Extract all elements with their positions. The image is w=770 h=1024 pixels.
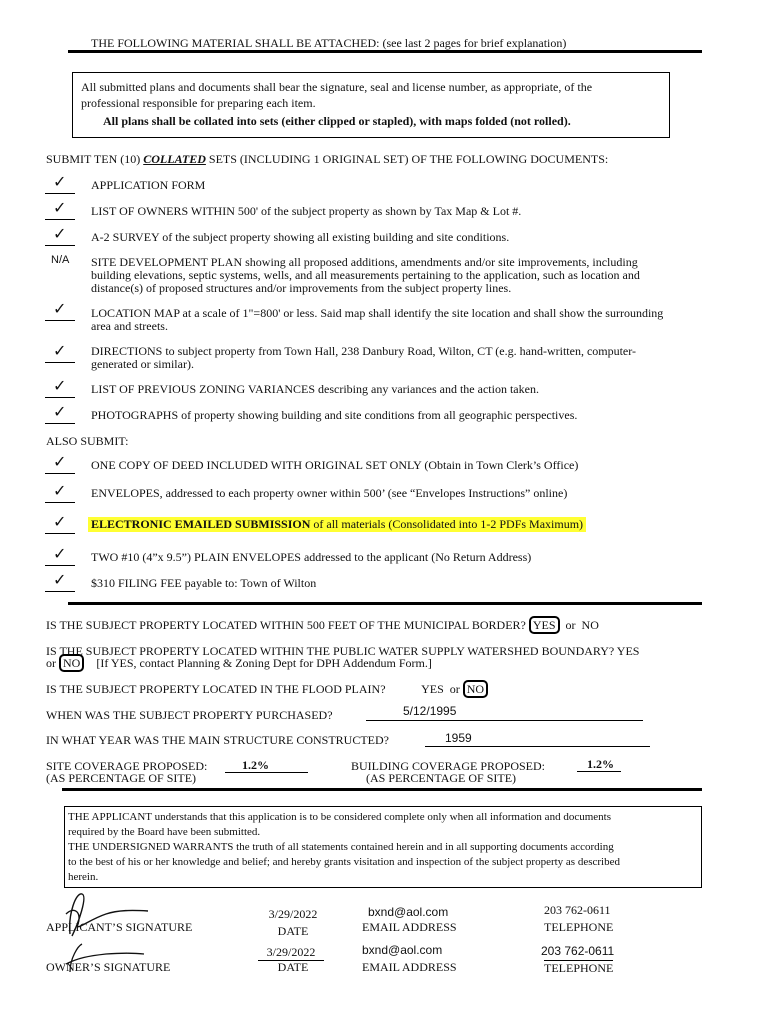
divider: [62, 788, 702, 791]
checkbox-filing-fee[interactable]: ✓: [45, 574, 75, 592]
divider: [68, 50, 702, 53]
checkbox-deed-copy[interactable]: ✓: [45, 456, 75, 474]
also-submit-heading: ALSO SUBMIT:: [46, 434, 129, 448]
applicant-statement-box: [64, 806, 702, 888]
owner-email-label: EMAIL ADDRESS: [362, 960, 457, 974]
checkbox-location-map[interactable]: ✓: [45, 303, 75, 321]
item-owners-list: LIST OF OWNERS WITHIN 500' of the subject property as shown by Tax Map & Lot #.: [91, 204, 522, 218]
building-coverage-sub: (AS PERCENTAGE OF SITE): [366, 771, 517, 785]
owner-signature-label: OWNER’S SIGNATURE: [46, 960, 171, 974]
statement-line: herein.: [68, 871, 99, 883]
owner-phone[interactable]: 203 762-0611: [541, 944, 615, 958]
item-plain-envelopes: TWO #10 (4”x 9.5”) PLAIN ENVELOPES addressed to the applicant (No Return Address): [91, 550, 532, 564]
notice-box: [72, 72, 670, 138]
checkbox-plain-envelopes[interactable]: ✓: [45, 548, 75, 566]
question-flood-plain: IS THE SUBJECT PROPERTY LOCATED IN THE FLOOD PLAIN? YES or NO: [46, 682, 488, 697]
item-electronic-submission: ELECTRONIC EMAILED SUBMISSION of all materials (Consolidated into 1-2 PDFs Maximum): [88, 517, 586, 532]
question-municipal-border: IS THE SUBJECT PROPERTY LOCATED WITHIN 500 FEET OF THE MUNICIPAL BORDER? YES or NO: [46, 618, 599, 632]
notice-line: All submitted plans and documents shall bear the signature, seal and license number, as appropriate, of the: [81, 80, 593, 94]
question-watershed-answer: or NO [If YES, contact Planning & Zoning Dept for DPH Addendum Form.]: [46, 656, 432, 670]
purchase-date-label: WHEN WAS THE SUBJECT PROPERTY PURCHASED?: [46, 708, 333, 722]
item-zoning-variances: LIST OF PREVIOUS ZONING VARIANCES describing any variances and the action taken.: [91, 382, 539, 396]
divider: [68, 602, 702, 605]
building-coverage-field[interactable]: 1.2%: [577, 757, 621, 772]
notice-bold-line: All plans shall be collated into sets (either clipped or stapled), with maps folded (not rolled).: [103, 114, 571, 128]
item-deed-copy: ONE COPY OF DEED INCLUDED WITH ORIGINAL SET ONLY (Obtain in Town Clerk’s Office): [91, 458, 579, 472]
checkbox-owners-list[interactable]: ✓: [45, 202, 75, 220]
checkbox-photographs[interactable]: ✓: [45, 406, 75, 424]
item-application-form: APPLICATION FORM: [91, 178, 206, 192]
answer-no-selected[interactable]: NO: [463, 680, 488, 698]
applicant-date[interactable]: 3/29/2022: [268, 907, 318, 921]
construction-year-field[interactable]: 1959: [425, 730, 650, 747]
site-coverage-field[interactable]: 1.2%: [225, 758, 308, 773]
answer-yes-selected[interactable]: YES: [529, 616, 560, 634]
applicant-email-label: EMAIL ADDRESS: [362, 920, 457, 934]
owner-date[interactable]: 3/29/2022: [258, 945, 324, 961]
item-envelopes: ENVELOPES, addressed to each property owner within 500’ (see “Envelopes Instructions” online): [91, 486, 568, 500]
checkbox-envelopes[interactable]: ✓: [45, 485, 75, 503]
checkbox-directions[interactable]: ✓: [45, 345, 75, 363]
item-location-map: LOCATION MAP at a scale of 1"=800' or less. Said map shall identify the site location and shall show the surrounding area and streets.: [91, 306, 664, 333]
checkbox-electronic-submission[interactable]: ✓: [45, 516, 75, 534]
answer-yes[interactable]: YES: [421, 682, 444, 696]
applicant-phone[interactable]: 203 762-0611: [544, 903, 611, 917]
statement-line: THE APPLICANT understands that this application is to be considered complete only when all information and documents: [68, 811, 611, 823]
item-a2-survey: A-2 SURVEY of the subject property showing all existing building and site conditions.: [91, 230, 510, 244]
site-coverage-label: SITE COVERAGE PROPOSED:: [46, 759, 208, 773]
section-title: THE FOLLOWING MATERIAL SHALL BE ATTACHED: (see last 2 pages for brief explanation): [91, 36, 567, 50]
answer-no[interactable]: NO: [581, 618, 599, 632]
submit-heading: SUBMIT TEN (10) COLLATED SETS (INCLUDING 1 ORIGINAL SET) OF THE FOLLOWING DOCUMENTS:: [46, 152, 609, 166]
item-filing-fee: $310 FILING FEE payable to: Town of Wilton: [91, 576, 317, 590]
statement-line: to the best of his or her knowledge and belief; and hereby grants visitation and inspection of the subject property as described: [68, 856, 620, 868]
applicant-date-label: DATE: [277, 924, 309, 938]
applicant-email[interactable]: bxnd@aol.com: [368, 905, 449, 919]
owner-date-label: DATE: [277, 960, 309, 974]
site-coverage-sub: (AS PERCENTAGE OF SITE): [46, 771, 197, 785]
purchase-date-field[interactable]: 5/12/1995: [366, 704, 643, 721]
construction-year-label: IN WHAT YEAR WAS THE MAIN STRUCTURE CONSTRUCTED?: [46, 733, 390, 747]
na-mark: N/A: [51, 254, 70, 266]
owner-email[interactable]: bxnd@aol.com: [362, 943, 443, 957]
checkbox-a2-survey[interactable]: ✓: [45, 228, 75, 246]
checkbox-zoning-variances[interactable]: ✓: [45, 380, 75, 398]
applicant-signature-label: APPLICANT’S SIGNATURE: [46, 920, 193, 934]
statement-line: required by the Board have been submitted.: [68, 826, 261, 838]
item-site-development-plan: SITE DEVELOPMENT PLAN showing all proposed additions, amendments and/or site improvements, including building elevations, septic systems, wells, and all measurements pertaining to the application, such as location and distance(s) of proposed structures and/or improvements from the subject property lines.: [91, 255, 640, 295]
question-watershed: IS THE SUBJECT PROPERTY LOCATED WITHIN THE PUBLIC WATER SUPPLY WATERSHED BOUNDARY? YES: [46, 644, 640, 658]
answer-no-selected[interactable]: NO: [59, 654, 84, 672]
notice-line: professional responsible for preparing each item.: [81, 96, 316, 110]
statement-line: THE UNDERSIGNED WARRANTS the truth of all statements contained herein and in all supporting documents according: [68, 841, 614, 853]
owner-phone-label: TELEPHONE: [544, 961, 614, 975]
item-directions: DIRECTIONS to subject property from Town Hall, 238 Danbury Road, Wilton, CT (e.g. hand-written, computer- generated or similar).: [91, 344, 637, 371]
applicant-phone-label: TELEPHONE: [544, 920, 614, 934]
building-coverage-label: BUILDING COVERAGE PROPOSED:: [351, 759, 546, 773]
item-photographs: PHOTOGRAPHS of property showing building and site conditions from all geographic perspectives.: [91, 408, 578, 422]
checkbox-application-form[interactable]: ✓: [45, 176, 75, 194]
